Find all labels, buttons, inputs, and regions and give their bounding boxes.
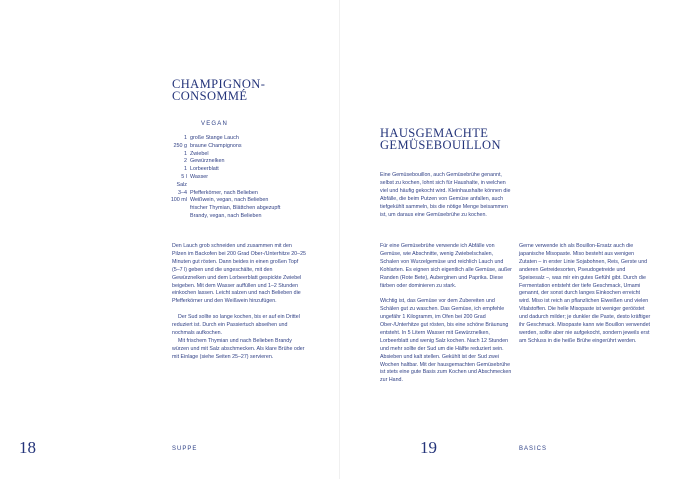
ingredient-quantity: 5 l [181,173,187,180]
ingredient-quantity: 1 [184,150,187,157]
ingredient-text: Pfefferkörner, nach Belieben [190,189,258,196]
ingredient-text: Zwiebel [190,150,209,157]
ingredient-list [161,135,321,221]
article-column-left [380,243,512,393]
ingredient-row [161,213,321,221]
paragraph: Den Lauch grob schneiden und zusammen mit den Pilzen im Backofen bei 200 Grad Ober-/Unterhitze 20–25 Minuten gut rösten. Dann beides in einen großen Topf (5–7 l) geben und die ungeschälte, mit den Gewürznelken und dem Lorbeerblatt gespickte Zwiebel beigeben. Mit dem Wasser auffüllen und 1–2 Stunden einkochen lassen. Leicht salzen und nach Belieben die Pfefferkörner und den Weißwein hinzufügen. [172,243,306,305]
ingredient-row [161,166,321,174]
ingredient-row [161,182,321,190]
ingredient-text: Brandy, vegan, nach Belieben [190,212,262,219]
ingredient-quantity: 2 [184,158,187,165]
ingredient-text: Weißwein, vegan, nach Belieben [190,197,269,204]
paragraph: Mit frischem Thymian und nach Belieben Brandy würzen und mit Salz abschmecken. Als klare Brühe oder mit Einlage (siehe Seiten 25–27) servieren. [172,337,305,360]
ingredient-text: große Stange Lauch [190,135,239,141]
page-number-right: 19 [420,438,437,457]
ingredient-quantity: 250 g [173,142,187,149]
intro-paragraph: Eine Gemüsebouillon, auch Gemüsebrühe genannt, selbst zu kochen, lohnt sich für Haushalte, in welchen viel und häufig gekocht wird. Kleinhaushalte können die Abfälle, die beim Putzen von Gemüse anfallen, auch tiefgekühlt sammeln, bis die nötige Menge beisammen ist, um daraus eine Gemüsebrühe zu kochen. [380,172,511,218]
section-label-left: SUPPE [172,446,198,452]
page-gutter [339,0,340,479]
ingredient-text: Lorbeerblatt [190,166,219,173]
ingredient-quantity: 3–4 [178,189,187,196]
article-column-right [519,243,651,354]
ingredient-text: braune Champignons [190,142,242,149]
ingredient-text [190,182,321,190]
paragraph: Für eine Gemüsebrühe verwende ich Abfälle von Gemüse, wie Abschnitte, wenig Zwiebelschalen, Schalen von Wurzelgemüse und reichlich Lauch und Kohlarten. Es eignen sich eigentlich alle Gemüse, außer Randen (Rote Bete), Auberginen und Paprika. Diese färben oder dominieren zu stark. [380,243,512,289]
section-label-right: BASICS [519,446,548,452]
ingredient-row [161,135,321,143]
ingredient-quantity: 1 [184,166,187,173]
ingredient-row [161,205,321,213]
ingredient-text: frischer Thymian, Blättchen abgezupft [190,205,281,212]
ingredient-row [161,158,321,166]
recipe-title: CHAMPIGNON- CONSOMMÉ [172,77,266,103]
ingredient-row [161,190,321,198]
ingredient-quantity: Salz [176,181,187,188]
ingredient-row [161,143,321,151]
paragraph: Der Sud sollte so lange kochen, bis er auf ein Drittel reduziert ist. Durch ein Passiertuch abseihen und nochmals aufkochen. [172,314,300,336]
recipe-category-label: VEGAN [201,121,229,127]
paragraph: Wichtig ist, das Gemüse vor dem Zubereiten und Schälen gut zu waschen. Das Gemüse, ich empfehle ungefähr 1 Kilogramm, im Ofen bei 200 Grad Ober-/Unterhitze gut rösten, bis eine schöne Bräunung entsteht. In 5 Litern Wasser mit Gewürznelken, Lorbeerblatt und wenig Salz kochen. Nach 12 Stunden und mehr sollte der Sud um die Hälfte reduziert sein. Absieben und kalt stellen. Gekühlt ist der Sud zwei Wochen haltbar. Mit der hausgemachten Gemüsebrühe ist stets eine gute Basis zum Kochen und Abschmecken zur Hand. [380,298,512,384]
ingredient-text: Gewürznelken [190,158,225,165]
ingredient-quantity [161,205,190,213]
ingredient-row [161,197,321,205]
page-number-left: 18 [19,438,36,457]
paragraph: Gerne verwende ich als Bouillon-Ersatz auch die japanische Misopaste. Miso besteht aus wenigen Zutaten – in erster Linie Sojabohnen, Reis, Gerste und anderen Getreidesorten, Pseudogetreide und Speisesalz –, was mir ein gutes Gefühl gibt. Durch die Fermentation entsteht der tiefe Geschmack, Umami genannt, der sonst durch langes Einkochen erreicht wird. Miso ist reich an pflanzlichen Eiweißen und vielen Vitalstoffen. Die helle Misopaste ist weniger gerööstet und dadurch milder; je dunkler die Paste, desto kräftiger ihr Geschmack. Misopaste kann wie Bouillon verwendet werden, sollte aber nie aufgekocht, sondern jeweils erst am Schluss in die heiße Brühe eingerührt werden. [519,243,651,344]
ingredient-quantity: 100 ml [170,197,187,204]
article-intro [380,172,512,227]
ingredient-text: Wasser [190,173,209,180]
ingredient-quantity [161,213,190,221]
ingredient-row [161,151,321,159]
ingredient-quantity: 1 [184,135,187,141]
recipe-method [172,243,306,362]
ingredient-row [161,174,321,182]
article-title: HAUSGEMACHTE GEMÜSEBOUILLON [380,126,501,152]
